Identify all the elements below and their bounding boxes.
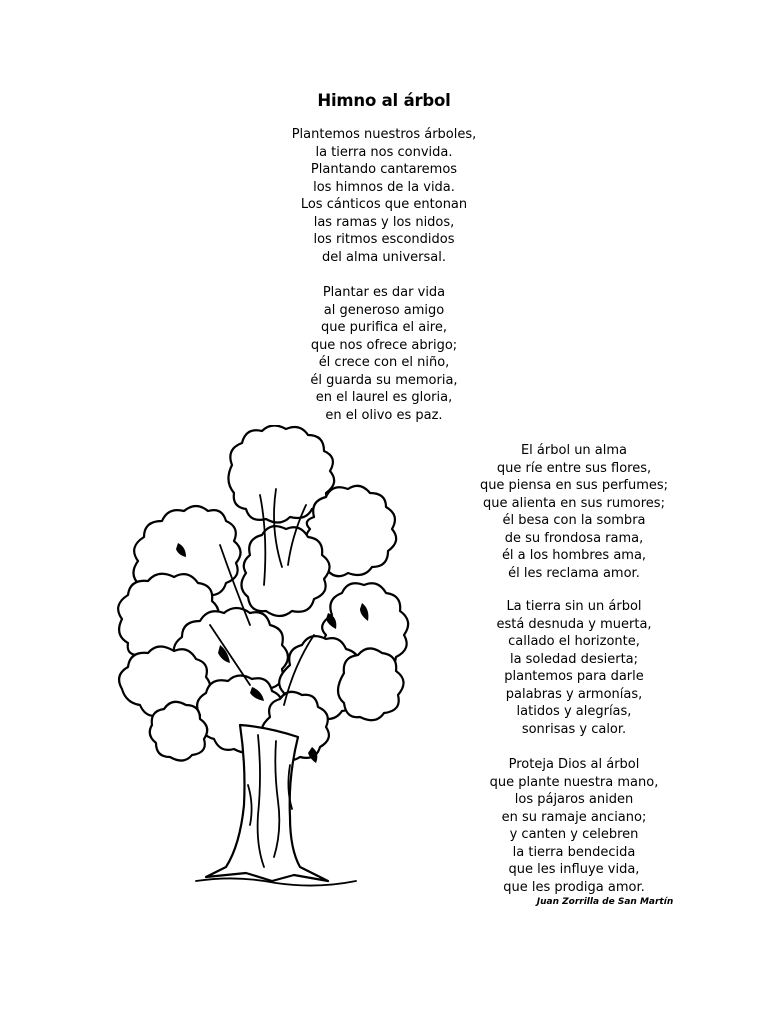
poem-line: en el olivo es paz. [325,407,443,423]
poem-line: callado el horizonte, [508,634,640,649]
poem-line: los himnos de la vida. [313,179,455,195]
poem-line: plantemos para darle [504,669,644,684]
poem-line: que nos ofrece abrigo; [310,337,458,353]
poem-line: sonrisas y calor. [521,721,627,737]
poem-line: El árbol un alma [520,443,628,458]
stanza-3 [414,442,734,582]
stanza-4 [414,598,734,738]
poem-line: Proteja Dios al árbol [508,757,640,772]
poem-line: la tierra nos convida. [315,144,453,160]
poem-line: al generoso amigo [323,302,445,318]
poem-line: que plante nuestra mano, [489,774,659,790]
poem-title: Himno al árbol [317,91,451,110]
poem-line: que ríe entre sus flores, [496,460,652,476]
poem-line: él guarda su memoria, [310,372,458,388]
poem-line: Plantar es dar vida [322,285,446,300]
tree-canopy [118,425,408,760]
poem-line: él besa con la sombra [502,513,646,528]
poem-line: los pájaros aniden [514,792,634,807]
poem-line: él crece con el niño, [318,355,450,370]
poem-line: él les reclama amor. [508,565,640,581]
poem-line: que les influye vida, [508,862,640,877]
poem-line: la soledad desierta; [509,651,639,667]
poem-line: de su frondosa rama, [504,530,644,546]
poem-line: y canten y celebren [509,827,639,842]
poem-line: los ritmos escondidos [313,232,455,247]
stanza-1 [234,126,534,266]
poem-line: la tierra bendecida [512,844,636,860]
poem-line: que les prodiga amor. [503,879,645,895]
poem-line: está desnuda y muerta, [496,616,652,632]
poem-line: las ramas y los nidos, [313,214,455,230]
poem-line: La tierra sin un árbol [506,599,642,614]
stanza-2 [234,284,534,424]
poem-line: él a los hombres ama, [501,548,647,563]
poem-line: en su ramaje anciano; [501,809,647,825]
poem-line: latidos y alegrías, [516,704,632,719]
poem-author: Juan Zorrilla de San Martín [536,897,674,907]
poem-line: que purifica el aire, [320,320,447,335]
poem-line: que alienta en sus rumores; [483,495,665,511]
stanza-5 [414,756,734,896]
poem-line: Los cánticos que entonan [300,197,468,212]
poem-line: Plantando cantaremos [310,162,458,177]
poem-line: palabras y armonías, [505,686,643,702]
poem-line: en el laurel es gloria, [315,390,453,405]
poem-line: del alma universal. [322,249,446,265]
poem-line: que piensa en sus perfumes; [479,478,669,493]
poem-line: Plantemos nuestros árboles, [291,127,477,142]
tree-illustration [100,425,440,895]
